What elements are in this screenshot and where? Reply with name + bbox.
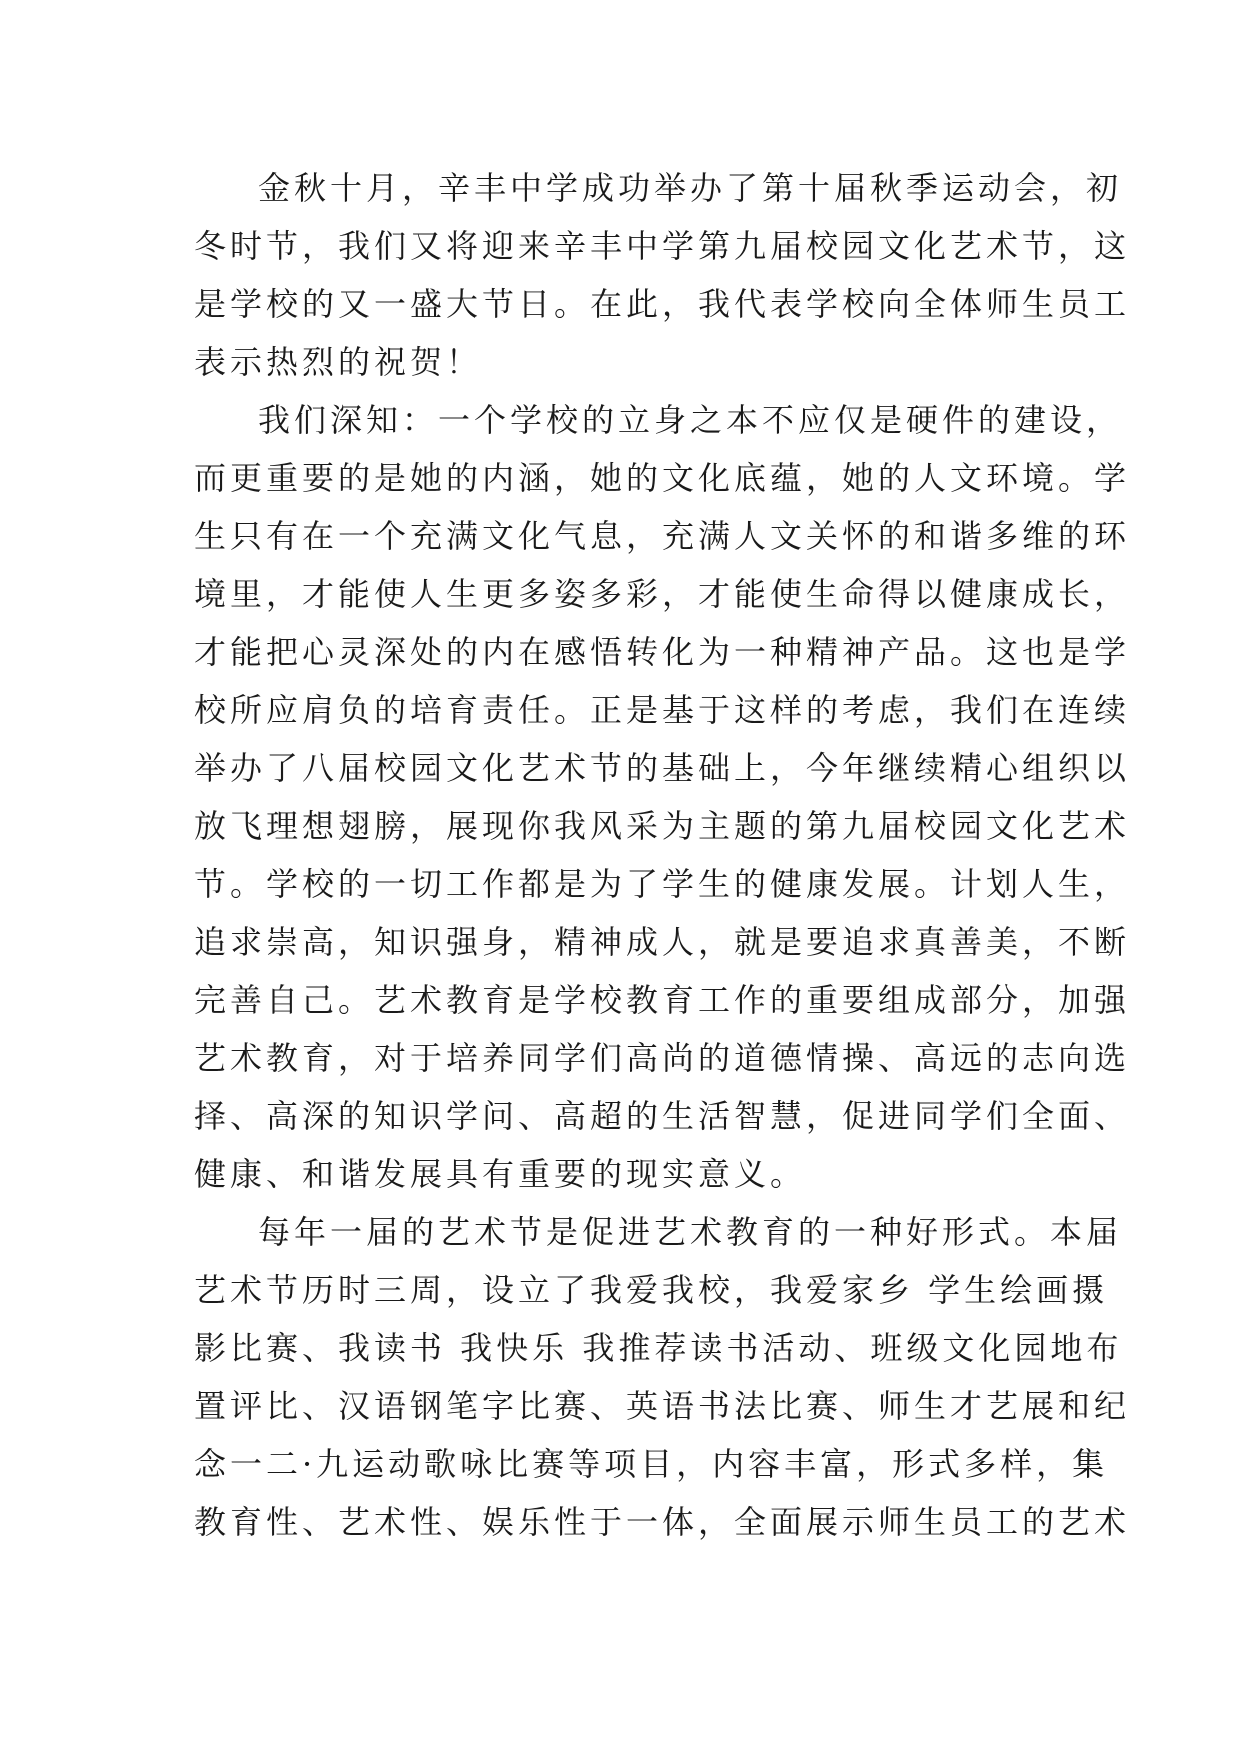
text-line: 才能把心灵深处的内在感悟转化为一种精神产品。这也是学 bbox=[194, 633, 1131, 671]
text-line: 我们深知：一个学校的立身之本不应仅是硬件的建设， bbox=[258, 401, 1123, 439]
text-line: 艺术教育，对于培养同学们高尚的道德情操、高远的志向选 bbox=[194, 1039, 1131, 1077]
paragraph-1 bbox=[194, 159, 1131, 391]
text-line: 而更重要的是她的内涵，她的文化底蕴，她的人文环境。学 bbox=[194, 459, 1131, 497]
text-line: 举办了八届校园文化艺术节的基础上，今年继续精心组织以 bbox=[194, 749, 1131, 787]
text-line: 境里，才能使人生更多姿多彩，才能使生命得以健康成长， bbox=[194, 575, 1131, 613]
paragraph-2 bbox=[194, 391, 1131, 1203]
text-line: 金秋十月，辛丰中学成功举办了第十届秋季运动会，初 bbox=[258, 169, 1123, 207]
text-line: 影比赛、我读书 我快乐 我推荐读书活动、班级文化园地布 bbox=[194, 1329, 1123, 1367]
text-line: 节。学校的一切工作都是为了学生的健康发展。计划人生， bbox=[194, 865, 1131, 903]
text-line: 教育性、艺术性、娱乐性于一体，全面展示师生员工的艺术 bbox=[194, 1503, 1131, 1541]
text-line: 置评比、汉语钢笔字比赛、英语书法比赛、师生才艺展和纪 bbox=[194, 1387, 1131, 1425]
paragraph-3 bbox=[194, 1203, 1131, 1551]
text-line: 每年一届的艺术节是促进艺术教育的一种好形式。本届 bbox=[258, 1213, 1123, 1251]
text-line: 完善自己。艺术教育是学校教育工作的重要组成部分，加强 bbox=[194, 981, 1131, 1019]
text-line: 表示热烈的祝贺！ bbox=[194, 343, 483, 381]
text-line: 追求崇高，知识强身，精神成人，就是要追求真善美，不断 bbox=[194, 923, 1131, 961]
document-body bbox=[194, 159, 1131, 1551]
text-line: 择、高深的知识学问、高超的生活智慧，促进同学们全面、 bbox=[194, 1097, 1131, 1135]
text-line: 冬时节，我们又将迎来辛丰中学第九届校园文化艺术节，这 bbox=[194, 227, 1131, 265]
text-line: 健康、和谐发展具有重要的现实意义。 bbox=[194, 1155, 807, 1193]
text-line: 生只有在一个充满文化气息，充满人文关怀的和谐多维的环 bbox=[194, 517, 1131, 555]
text-line: 念一二·九运动歌咏比赛等项目，内容丰富，形式多样，集 bbox=[194, 1445, 1109, 1483]
text-line: 艺术节历时三周，设立了我爱我校，我爱家乡 学生绘画摄 bbox=[194, 1271, 1109, 1309]
text-line: 是学校的又一盛大节日。在此，我代表学校向全体师生员工 bbox=[194, 285, 1131, 323]
text-line: 校所应肩负的培育责任。正是基于这样的考虑，我们在连续 bbox=[194, 691, 1131, 729]
text-line: 放飞理想翅膀，展现你我风采为主题的第九届校园文化艺术 bbox=[194, 807, 1131, 845]
